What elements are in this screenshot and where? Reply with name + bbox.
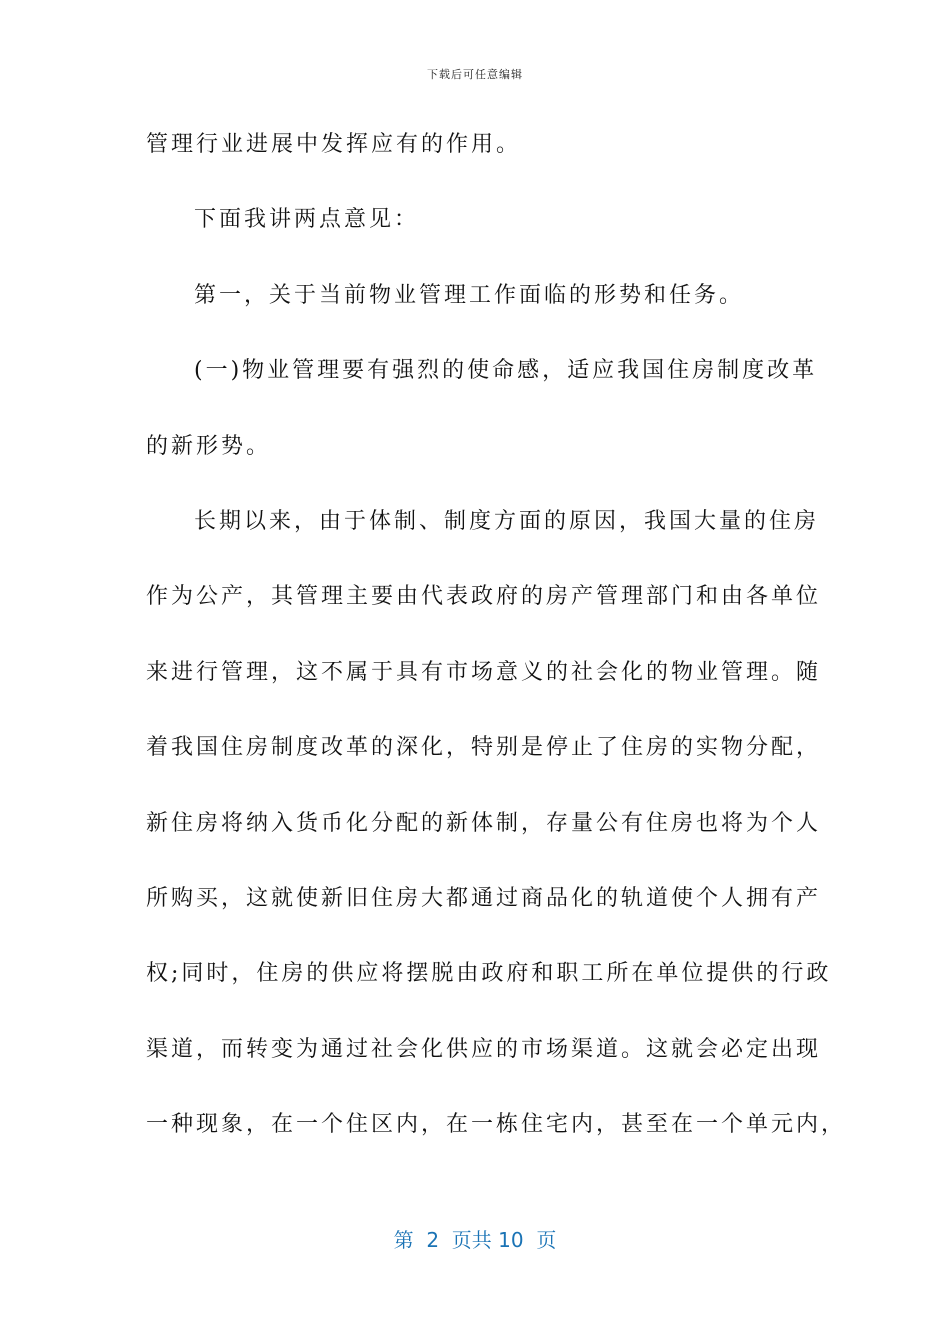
paragraph-line: 权;同时，住房的供应将摆脱由政府和职工所在单位提供的行政 — [146, 961, 832, 987]
paragraph-line: 下面我讲两点意见： — [194, 207, 420, 233]
paragraph-line: 新住房将纳入货币化分配的新体制，存量公有住房也将为个人 — [146, 810, 822, 836]
paragraph-line: 长期以来，由于体制、制度方面的原因，我国大量的住房 — [194, 508, 820, 534]
paragraph-line: (一)物业管理要有强烈的使命感，适应我国住房制度改革 — [194, 358, 818, 384]
paragraph-line: 作为公产，其管理主要由代表政府的房产管理部门和由各单位 — [146, 584, 822, 610]
paragraph-line: 的新形势。 — [146, 433, 272, 459]
paragraph-line: 渠道，而转变为通过社会化供应的市场渠道。这就会必定出现 — [146, 1036, 822, 1062]
paragraph-line: 所购买，这就使新旧住房大都通过商品化的轨道使个人拥有产 — [146, 885, 822, 911]
paragraph-line: 管理行业进展中发挥应有的作用。 — [146, 132, 522, 157]
paragraph-line: 第一，关于当前物业管理工作面临的形势和任务。 — [194, 282, 745, 308]
paragraph-line: 着我国住房制度改革的深化，特别是停止了住房的实物分配， — [146, 735, 822, 761]
page-header: 下载后可任意编辑 — [427, 68, 523, 81]
paragraph-line: 一种现象，在一个住区内，在一栋住宅内，甚至在一个单元内， — [146, 1112, 847, 1138]
document-body — [146, 124, 847, 1179]
page-number-footer — [0, 1224, 950, 1253]
paragraph-line: 来进行管理，这不属于具有市场意义的社会化的物业管理。随 — [146, 659, 822, 685]
page-number-text: 第 2 页共 10 页 — [393, 1228, 557, 1252]
